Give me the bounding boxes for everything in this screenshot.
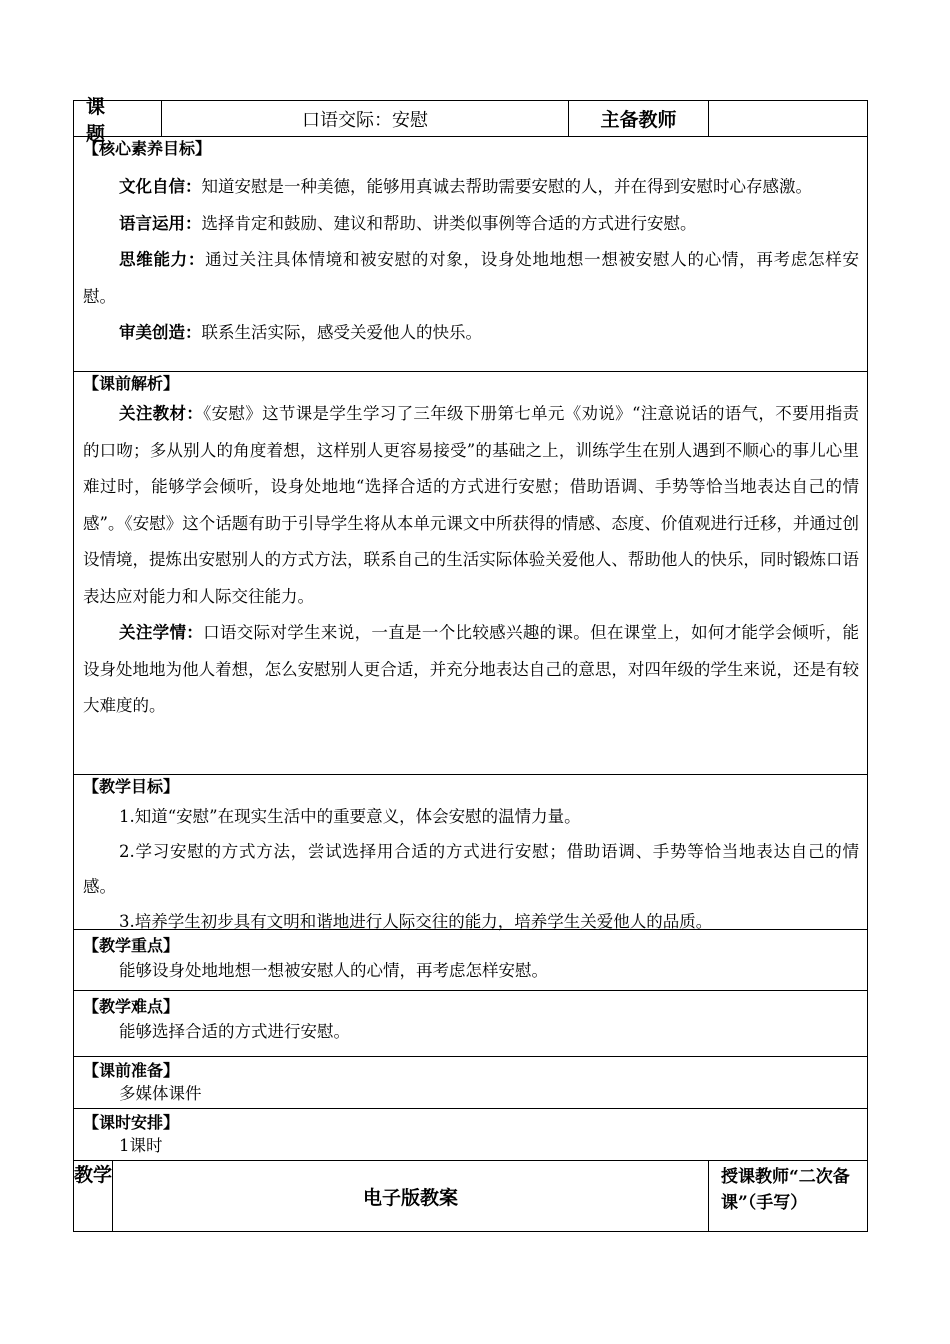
section-title: 【教学目标】 <box>83 777 180 796</box>
lead-teacher-label: 主备教师 <box>569 101 709 136</box>
section-title: 【课时安排】 <box>83 1113 180 1132</box>
section-title: 【课前解析】 <box>83 374 180 393</box>
section-title: 【核心素养目标】 <box>83 139 212 158</box>
section-text: 多媒体课件 <box>119 1084 202 1103</box>
section-text: 1课时 <box>119 1136 163 1155</box>
core-goal-item: 审美创造：联系生活实际，感受关爱他人的快乐。 <box>119 323 482 342</box>
topic-label: 课 题 <box>74 101 162 136</box>
section-text: 能够设身处地地想一想被安慰人的心情，再考虑怎样安慰。 <box>119 961 548 980</box>
pre-analysis-section <box>74 372 867 775</box>
lead-teacher-value <box>709 101 867 136</box>
core-goal-item: 思维能力：通过关注具体情境和被安慰的对象，设身处地地想一想被安慰人的心情，再考虑怎样安慰。 <box>83 250 860 306</box>
analysis-item: 关注学情：口语交际对学生来说，一直是一个比较感兴趣的课。但在课堂上，如何才能学会倾听，能设身处地地为他人着想，怎么安慰别人更合适，并充分地表达自己的意思，对四年级的学生来说，还是有较大难度的。 <box>83 623 860 715</box>
teaching-label: 教学 <box>74 1161 113 1231</box>
schedule-section <box>74 1111 867 1161</box>
section-text: 能够选择合适的方式进行安慰。 <box>119 1022 350 1041</box>
lesson-plan-table <box>73 95 868 1232</box>
analysis-item: 关注教材：《安慰》这节课是学生学习了三年级下册第七单元《劝说》“注意说话的语气，不要用指责的口吻；多从别人的角度着想，这样别人更容易接受”的基础之上，训练学生在别人遇到不顺心的事儿心里难过时，能够学会倾听，设身处地地“选择合适的方式进行安慰；借助语调、手势等恰当地表达自己的情感”。《安慰》这个话题有助于引导学生将从本单元课文中所获得的情感、态度、价值观进行迁移，并通过创设情境，提炼出安慰别人的方式方法，联系自己的生活实际体验关爱他人、帮助他人的快乐，同时锻炼口语表达应对能力和人际交往能力。 <box>83 404 860 606</box>
teaching-goal-item: 1.知道“安慰”在现实生活中的重要意义，体会安慰的温情力量。 <box>119 807 581 826</box>
preparation-section <box>74 1059 867 1109</box>
key-point-section <box>74 934 867 991</box>
teaching-goal-item: 3.培养学生初步具有文明和谐地进行人际交往的能力，培养学生关爱他人的品质。 <box>119 912 713 931</box>
core-goal-item: 文化自信：知道安慰是一种美德，能够用真诚去帮助需要安慰的人，并在得到安慰时心存感激。 <box>119 177 812 196</box>
difficulty-section <box>74 995 867 1057</box>
section-title: 【教学重点】 <box>83 936 180 955</box>
core-goals-section <box>74 137 867 372</box>
teaching-goals-section <box>74 775 867 930</box>
teaching-goal-item: 2.学习安慰的方式方法，尝试选择用合适的方式进行安慰；借助语调、手势等恰当地表达自己的情感。 <box>83 842 859 896</box>
section-title: 【课前准备】 <box>83 1061 180 1080</box>
footer-row <box>74 1161 867 1231</box>
topic-value: 口语交际：安慰 <box>162 101 569 136</box>
header-row <box>74 95 867 145</box>
section-title: 【教学难点】 <box>83 997 180 1016</box>
second-preparation-label: 授课教师“二次备课”（手写） <box>721 1167 850 1213</box>
core-goal-item: 语言运用：选择肯定和鼓励、建议和帮助、讲类似事例等合适的方式进行安慰。 <box>119 213 697 233</box>
electronic-plan-label: 电子版教案 <box>113 1161 709 1231</box>
